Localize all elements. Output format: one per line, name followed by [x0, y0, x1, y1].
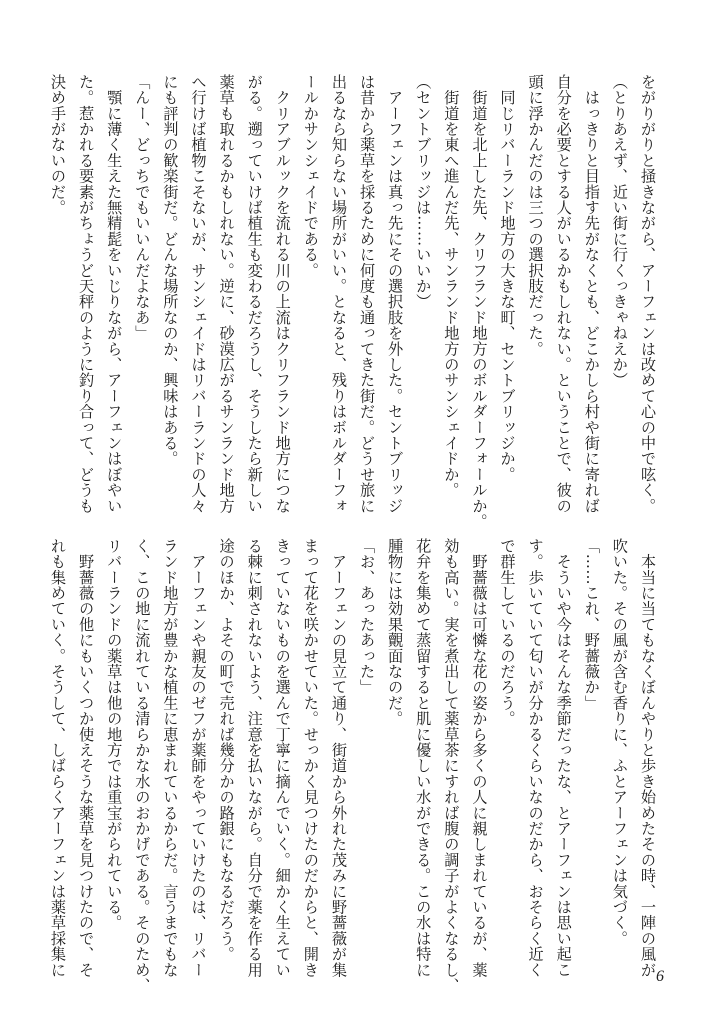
text-block-bottom — [49, 538, 662, 994]
text-line: リバーランドの薬草は他の地方では重宝がられている。 — [105, 538, 124, 931]
text-line: れも集めていく。そうして、しばらくアーフェンは薬草採集に — [49, 538, 68, 978]
text-line: 効も高い。実を煮出して薬草茶にすれば腹の調子がよくなるし、 — [442, 538, 461, 994]
text-line: る棘に刺されないよう、注意を払いながら。自分で薬を作る用 — [245, 538, 264, 978]
text-line: がる。遡っていけば植生も変わるだろうし、そうしたら新しい — [245, 74, 264, 514]
text-line: 顎に薄く生えた無精髭をいじりながら、アーフェンはぼやい — [105, 74, 124, 514]
text-line: 野薔薇は可憐な花の姿から多くの人に親しまれているが、薬 — [470, 538, 489, 978]
text-line: まって花を咲かせていた。せっかく見つけたのだからと、開き — [301, 538, 320, 978]
text-line: へ行けば植物こそないが、サンシェイドはリバーランドの人々 — [189, 74, 208, 514]
text-line: 頭に浮かんだのは三つの選択肢だった。 — [526, 74, 545, 357]
text-line: 自分を必要とする人がいるかもしれない。ということで、彼の — [554, 74, 573, 514]
text-line: す。歩いていて匂いが分かるくらいなのだから、おそらく近く — [526, 538, 545, 978]
text-line: 薬草も取れるかもしれない。逆に、砂漠広がるサンランド地方 — [217, 74, 236, 514]
text-line: 決め手がないのだ。 — [49, 74, 68, 216]
text-line: をがりがりと掻きながら、アーフェンは改めて心の中で呟く。 — [639, 74, 657, 514]
text-line: 腫物には効果覿面なのだ。 — [386, 538, 405, 727]
text-line: 途のほか、よその町で売れば幾分かの路銀にもなるだろう。 — [217, 538, 236, 962]
text-line: 花弁を集めて蒸留すると肌に優しい水ができる。この水は特に — [414, 538, 433, 978]
text-line: （とりあえず、近い街に行くっきゃねえか） — [610, 74, 629, 388]
text-line: ランド地方が豊かな植生に恵まれているからだ。言うまでもな — [161, 538, 180, 978]
text-line: 同じリバーランド地方の大きな町、セントブリッジか。 — [498, 74, 517, 483]
text-line: （セントブリッジは……いいか） — [414, 74, 433, 310]
text-line: 「……これ、野薔薇か」 — [582, 538, 601, 711]
text-line: アーフェンの見立て通り、街道から外れた茂みに野薔薇が集 — [329, 538, 348, 978]
text-line: た。惹かれる要素がちょうど天秤のように釣り合って、どうも — [77, 74, 96, 514]
text-line: 出るなら知らない場所がいい。となると、残りはボルダーフォ — [329, 74, 348, 514]
text-line: 吹いた。その風が含む香りに、ふとアーフェンは気づく。 — [610, 538, 629, 947]
text-line: 野薔薇の他にもいくつか使えそうな薬草を見つけたので、そ — [77, 538, 96, 978]
text-line: で群生しているのだろう。 — [498, 538, 517, 727]
text-line: アーフェンや親友のゼフが薬師をやっていけたのは、リバー — [189, 538, 208, 978]
text-line: きっていないものを選んで丁寧に摘んでいく。細かく生えてい — [273, 538, 292, 978]
text-line: 「んー、どっちでもいいんだよなあ」 — [133, 74, 152, 341]
text-line: クリアブルックを流れる川の上流はクリフランド地方につな — [273, 74, 292, 514]
text-line: そういや今はそんな季節だったな、とアーフェンは思い起こ — [554, 538, 573, 978]
text-line: 「お、あったあった」 — [358, 538, 377, 695]
text-line: 本当に当てもなくぼんやりと歩き始めたその時、一陣の風が — [639, 538, 657, 978]
text-line: ールかサンシェイドである。 — [301, 74, 320, 279]
text-line: く、この地に流れている清らかな水のおかげである。そのため、 — [133, 538, 152, 994]
text-block-top — [49, 74, 662, 530]
text-line: は昔から薬草を採るために何度も通ってきた街だ。どうせ旅に — [358, 74, 377, 514]
text-line: はっきりと目指す先がなくとも、どこかしら村や街に寄れば — [582, 74, 601, 514]
text-line: にも評判の歓楽街だ。どんな場所なのか、興味はある。 — [161, 74, 180, 467]
text-line: 街道を東へ進んだ先、サンランド地方のサンシェイドか。 — [442, 74, 461, 498]
text-line: 街道を北上した先、クリフランド地方のボルダーフォールか。 — [470, 74, 489, 530]
text-line: アーフェンは真っ先にその選択肢を外した。セントブリッジ — [386, 74, 405, 514]
page-number: 6 — [656, 968, 664, 985]
